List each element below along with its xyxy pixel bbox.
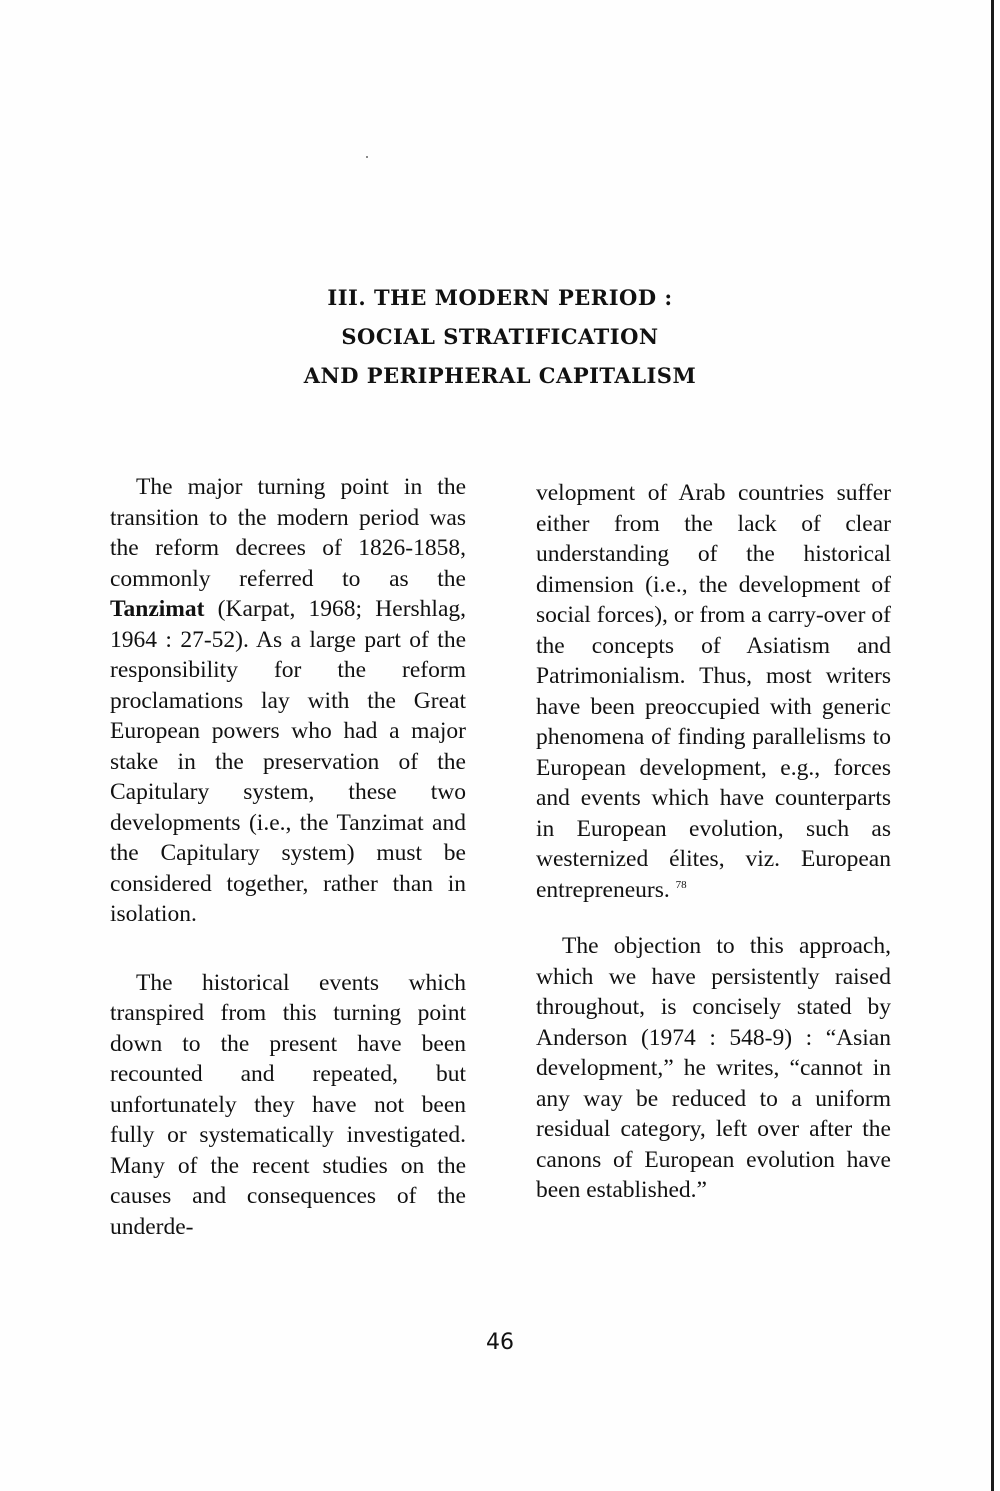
left-p1-text-start: The major turning point in the transition to the modern period was the reform decrees of 1826-1858, commonly referred to as the — [110, 474, 466, 592]
right-paragraph-1 — [536, 478, 891, 905]
chapter-heading — [0, 278, 1000, 395]
right-column — [536, 478, 891, 1206]
right-p1-text: velopment of Arab countries suffer either from the lack of clear understanding of the historical dimension (i.e., the development of social forces), or from a carry-over of the concepts of Asiatism and Patrimonialism. Thus, most writers have been preoccupied with generic phenomena of finding parallelisms to European development, e.g., forces and events which have counterparts in European evolution, such as westernized élites, viz. European entrepreneurs. — [536, 480, 891, 903]
left-paragraph-1 — [110, 472, 466, 930]
scan-edge-line — [991, 0, 994, 1491]
tanzimat-term: Tanzimat — [110, 596, 205, 622]
left-paragraph-2: The historical events which transpired from this turning point down to the present have been recounted and repeated, but unfortunately they have not been fully or systematically investigated. Many of the recent studies on the causes and consequences of the underde- — [110, 969, 466, 1240]
heading-line-2: SOCIAL STRATIFICATION — [341, 324, 659, 349]
scan-speck — [366, 156, 368, 158]
left-column — [110, 472, 466, 1242]
heading-line-1: III. THE MODERN PERIOD : — [327, 285, 673, 310]
page-number: 46 — [486, 1330, 514, 1355]
heading-line-3: AND PERIPHERAL CAPITALISM — [303, 363, 697, 388]
left-p1-text-end: (Karpat, 1968; Hershlag, 1964 : 27-52). As a large part of the responsibility for the reform proclamations lay with the Great European powers who had a major stake in the preservation of the Capitulary system, these two developments (i.e., the Tanzimat and the Capitulary system) must be considered together, rather than in isolation. — [110, 596, 466, 927]
right-paragraph-2: The objection to this approach, which we have persistently raised throughout, is concisely stated by Anderson (1974 : 548-9) : “Asian development,” he writes, “cannot in any way be reduced to a uniform residual category, left over after the canons of European evolution have been established.” — [536, 933, 891, 1203]
footnote-marker: 78 — [675, 878, 687, 891]
